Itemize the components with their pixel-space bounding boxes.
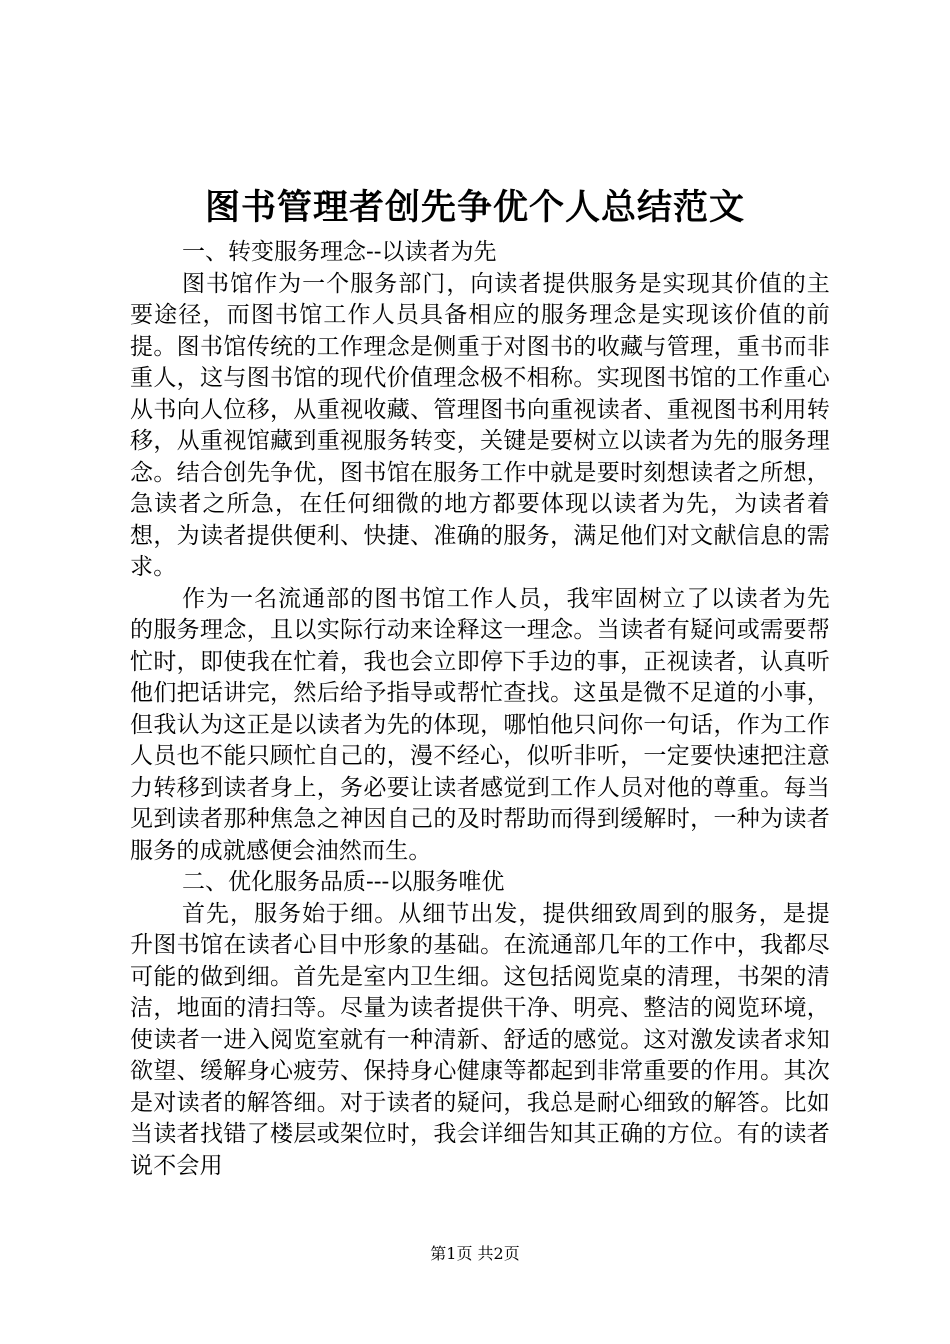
document-title: 图书管理者创先争优个人总结范文 (204, 187, 745, 228)
section-heading-1: 一、转变服务理念--以读者为先 (182, 239, 497, 265)
paragraph-2: 作为一名流通部的图书馆工作人员，我牢固树立了以读者为先的服务理念，且以实际行动来诠释这一理念。当读者有疑问或需要帮忙时，即使我在忙着，我也会立即停下手边的事，正视读者，认真听他们把话讲完，然后给予指导或帮忙查找。这虽是微不足道的小事，但我认为这正是以读者为先的体现，哪怕他只问你一句话，作为工作人员也不能只顾忙自己的，漫不经心，似听非听，一定要快速把注意力转移到读者身上，务必要让读者感觉到工作人员对他的尊重。每当见到读者那种焦急之神因自己的及时帮助而得到缓解时，一种为读者服务的成就感便会油然而生。 (130, 585, 830, 864)
paragraph-1: 图书馆作为一个服务部门，向读者提供服务是实现其价值的主要途径，而图书馆工作人员具备相应的服务理念是实现该价值的前提。图书馆传统的工作理念是侧重于对图书的收藏与管理，重书而非重人，这与图书馆的现代价值理念极不相称。实现图书馆的工作重心从书向人位移，从重视收藏、管理图书向重视读者、重视图书利用转移，从重视馆藏到重视服务转变，关键是要树立以读者为先的服务理念。结合创先争优，图书馆在服务工作中就是要时刻想读者之所想，急读者之所急，在任何细微的地方都要体现以读者为先，为读者着想，为读者提供便利、快捷、准确的服务，满足他们对文献信息的需求。 (130, 270, 830, 580)
section-heading-2: 二、优化服务品质---以服务唯优 (182, 869, 505, 895)
paragraph-3: 首先，服务始于细。从细节出发，提供细致周到的服务，是提升图书馆在读者心目中形象的基础。在流通部几年的工作中，我都尽可能的做到细。首先是室内卫生细。这包括阅览桌的清理，书架的清洁，地面的清扫等。尽量为读者提供干净、明亮、整洁的阅览环境，使读者一进入阅览室就有一种清新、舒适的感觉。这对激发读者求知欲望、缓解身心疲劳、保持身心健康等都起到非常重要的作用。其次是对读者的解答细。对于读者的疑问，我总是耐心细致的解答。比如当读者找错了楼层或架位时，我会详细告知其正确的方位。有的读者说不会用 (130, 900, 830, 1179)
document-body (130, 237, 830, 1182)
page-footer: 第1页 共2页 (430, 1244, 520, 1263)
